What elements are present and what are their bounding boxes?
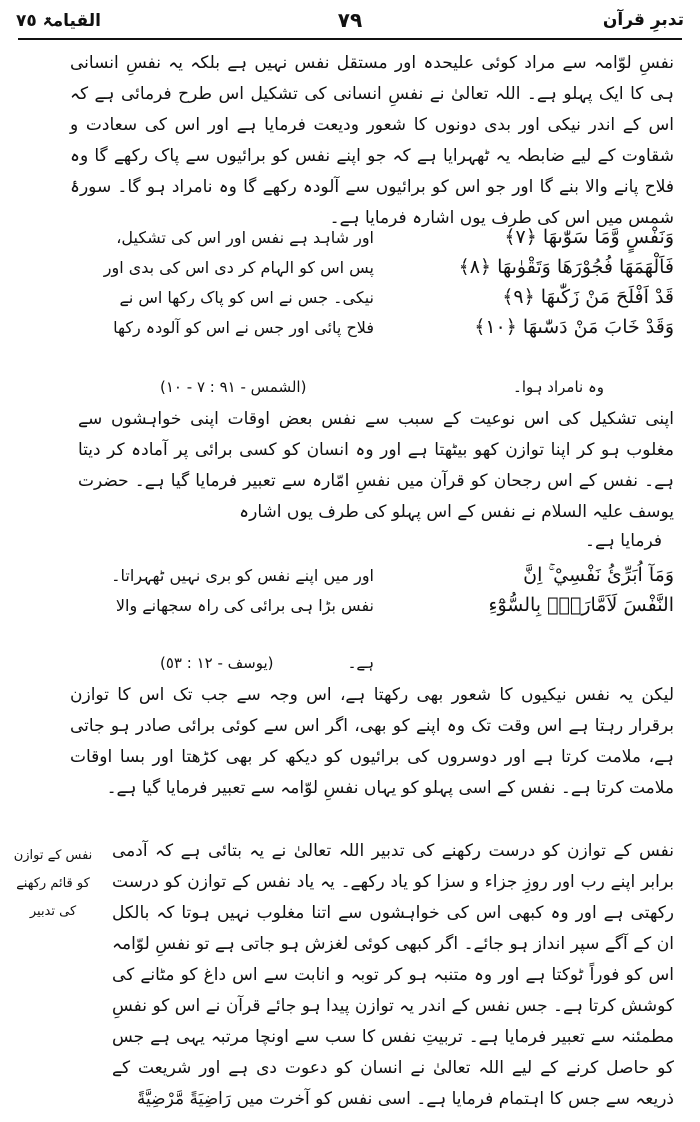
verse-row bbox=[70, 312, 674, 342]
paragraph-nafs-ammara-end: فرمایا ہے۔ bbox=[585, 531, 662, 551]
verse-row bbox=[70, 252, 674, 282]
verse-row bbox=[70, 560, 674, 590]
paragraph-balance: نفس کے توازن کو درست رکھنے کی تدبیر اللہ تعالیٰ نے یہ بتائی ہے کہ آدمی برابر اپنے رب اور روزِ جزاء و سزا کو یاد رکھے۔ یہ یاد نفس کے توازن کو درست رکھتی ہے اور وہ کبھی اس کی خواہشوں سے اتنا مغلوب نہیں ہوتا کہ بالکل ان کے آگے سپر انداز ہو جائے۔ اگر کبھی کوئی لغزش ہو جاتی ہے تو نفسِ لوّامہ اس کو فوراً ٹوکتا ہے اور وہ متنبہ ہو کر توبہ و انابت سے اس داغ کو مٹانے کی کوشش کرتا ہے۔ جس نفس کے اندر یہ توازن پیدا ہو جائے قرآن نے اس کو نفسِ مطمئنہ سے تعبیر فرمایا ہے۔ تربیتِ نفس کا سب سے اونچا مرتبہ یہی ہے جس کو حاصل کرنے کے لیے اللہ تعالیٰ نے انسان کو دعوت دی ہے اور شریعت کے ذریعہ سے جس کا اہتمام فرمایا ہے۔ اسی نفس کو آخرت میں رَاضِيَةً مَّرْضِيَّةً bbox=[112, 841, 674, 1109]
verse-arabic: النَّفْسَ لَاَمَّارَةٌۢ بِالسُّوْٓءِ bbox=[488, 594, 674, 616]
verse-row bbox=[70, 222, 674, 252]
verses-yusuf bbox=[70, 560, 674, 622]
verse-translation: نیکی۔ جس نے اس کو پاک رکھا اس نے bbox=[119, 287, 374, 307]
paragraph-nafs-lawwama: نفسِ لوّامہ سے مراد کوئی علیحدہ اور مستقل نفس نہیں ہے بلکہ یہ نفسِ انسانی ہی کا ایک پہلو ہے۔ اللہ تعالیٰ نے نفسِ انسانی کی تشکیل اس طرح فرمائی ہے کہ اس کے اندر نیکی اور بدی دونوں کا شعور ودیعت فرمایا ہے اور اس کی سعادت و شقاوت کے لیے ضابطہ یہ ٹھہرایا ہے کہ جو اپنے نفس کو برائیوں سے پاک رکھے گا وہ فلاح پانے والا بنے گا اور جو اس کو برائیوں سے آلودہ رکھے گا وہ نامراد ہو گا۔ سورۂ شمس میں اس کی طرف یوں اشارہ فرمایا ہے۔ bbox=[70, 53, 674, 228]
verse-row bbox=[70, 282, 674, 312]
verse-arabic: وَمَآ اُبَرِّئُ نَفْسِيْ ۚ اِنَّ bbox=[523, 564, 674, 586]
verse-translation: اور میں اپنے نفس کو بری نہیں ٹھہراتا۔ bbox=[111, 565, 374, 585]
verse-arabic: فَاَلْهَمَهَا فُجُوْرَهَا وَتَقْوٰىهَا ﴿٨﴾ bbox=[458, 256, 674, 278]
header-rule bbox=[18, 38, 682, 40]
translation-tail: ہے۔ bbox=[347, 654, 374, 672]
verse-row bbox=[70, 590, 674, 620]
page-header bbox=[16, 8, 684, 34]
book-title: تدبرِ قرآن bbox=[602, 10, 684, 30]
verse-arabic: وَنَفْسٍ وَّمَا سَوّٰىهَا ﴿٧﴾ bbox=[504, 226, 674, 248]
citation: (الشمس - ٩١ : ٧ - ١٠) bbox=[160, 378, 307, 396]
verse-translation: نفس بڑا ہی برائی کی راہ سجھانے والا bbox=[115, 595, 374, 615]
paragraph-conscience: لیکن یہ نفس نیکیوں کا شعور بھی رکھتا ہے، اس وجہ سے جب تک اس کا توازن برقرار رہتا ہے اس وقت تک وہ اپنے کو بھی، اگر اس سے کوئی برائی صادر ہو جاتی ہے، ملامت کرتا ہے اور دوسروں کی برائیوں کو دیکھ کر بھی کڑھتا اور بسا اوقات ملامت کرتا ہے۔ نفس کے اسی پہلو کو یہاں نفسِ لوّامہ سے تعبیر فرمایا گیا ہے۔ bbox=[70, 685, 674, 798]
page-number: ٧٩ bbox=[337, 8, 363, 32]
verse-translation: اور شاہد ہے نفس اور اس کی تشکیل، bbox=[116, 227, 374, 247]
verse-arabic: وَقَدْ خَابَ مَنْ دَسّٰىهَا ﴿١٠﴾ bbox=[474, 316, 674, 338]
verses-shams bbox=[70, 222, 674, 372]
surah-label: القیامۃ ٧٥ bbox=[16, 11, 101, 31]
reference-yusuf bbox=[100, 654, 674, 678]
reference-shams bbox=[100, 378, 674, 402]
verse-arabic: قَدْ اَفْلَحَ مَنْ زَكّٰىهَا ﴿٩﴾ bbox=[502, 286, 674, 308]
verse-translation: فلاح پائی اور جس نے اس کو آلودہ رکھا bbox=[113, 317, 374, 337]
citation: (یوسف - ١٢ : ٥٣) bbox=[160, 654, 274, 672]
verse-translation: پس اس کو الہام کر دی اس کی بدی اور bbox=[103, 257, 374, 277]
margin-note: نفس کے توازن کو قائم رکھنے کی تدبیر bbox=[13, 848, 93, 919]
paragraph-nafs-ammara: اپنی تشکیل کی اس نوعیت کے سبب سے نفس بعض اوقات اپنی خواہشوں سے مغلوب ہو کر اپنا توازن کھو بیٹھتا ہے اور وہ انسان کو کسی برائی پر آمادہ کر دیتا ہے۔ نفس کے اس رجحان کو قرآن میں نفسِ امّارہ سے تعبیر فرمایا گیا ہے۔ حضرت یوسف علیہ السلام نے نفس کے اس پہلو کی طرف یوں اشارہ bbox=[78, 409, 674, 522]
translation-tail: وہ نامراد ہوا۔ bbox=[513, 378, 604, 396]
